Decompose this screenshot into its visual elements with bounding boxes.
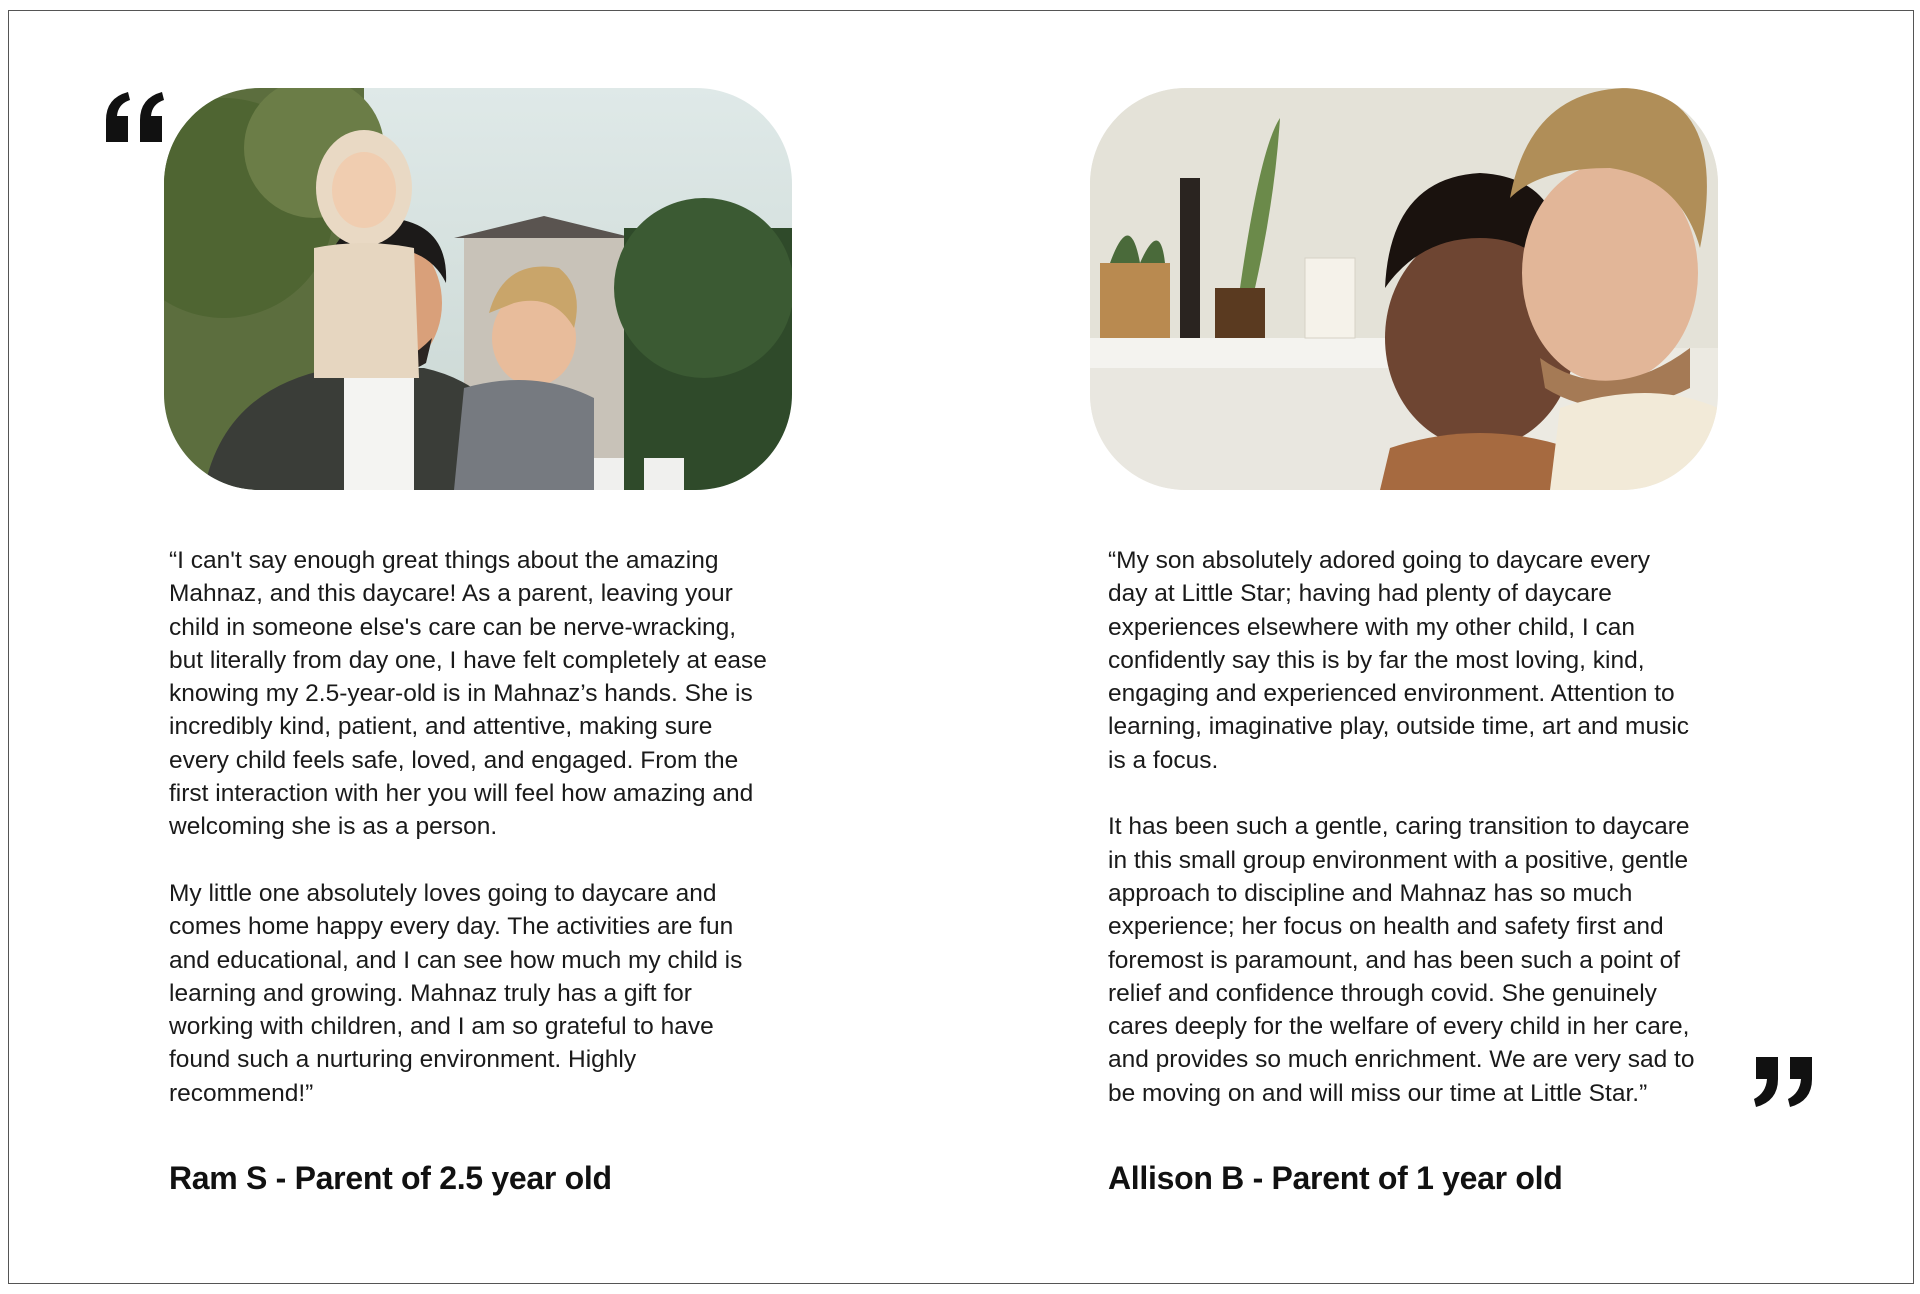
testimonial-right (1108, 544, 1788, 1110)
testimonial-left (169, 544, 849, 1110)
testimonial-author: Ram S - Parent of 2.5 year old (169, 1160, 612, 1196)
testimonial-paragraph: “My son absolutely adored going to daycare every day at Little Star; having had plenty of daycare experiences elsewhere with my other child, I can confidently say this is by far the most loving, kind, engaging and experienced environment. Attention to learning, imaginative play, outside time, art and music is a focus. (1108, 547, 1690, 774)
testimonial-paragraph: My little one absolutely loves going to daycare and comes home happy every day. The activities are fun and educational, and I can see how much my child is learning and growing. Mahnaz truly has a gift for working with children, and I am so grateful to have found such a nurturing environment. Highly recommend!” (169, 879, 743, 1107)
close-quote-icon (1752, 1053, 1816, 1109)
couple-photo-icon (1090, 88, 1718, 490)
open-quote-icon (102, 90, 166, 146)
testimonial-paragraph: It has been such a gentle, caring transition to daycare in this small group environment with a positive, gentle approach to discipline and Mahnaz has so much experience; her focus on health and safety first and foremost is paramount, and has been such a point of relief and confidence through covid. She genuinely cares deeply for the welfare of every child in her care, and provides so much enrichment. We are very sad to be moving on and will miss our time at Little Star.” (1108, 813, 1695, 1107)
testimonial-paragraph: “I can't say enough great things about the amazing Mahnaz, and this daycare! As a parent, leaving your child in someone else's care can be nerve-wracking, but literally from day one, I have felt completely at ease knowing my 2.5-year-old is in Mahnaz’s hands. She is incredibly kind, patient, and attentive, making sure every child feels safe, loved, and engaged. From the first interaction with her you will feel how amazing and welcoming she is as a person. (169, 547, 767, 841)
family-photo-icon (164, 88, 792, 490)
testimonial-author: Allison B - Parent of 1 year old (1108, 1160, 1563, 1196)
